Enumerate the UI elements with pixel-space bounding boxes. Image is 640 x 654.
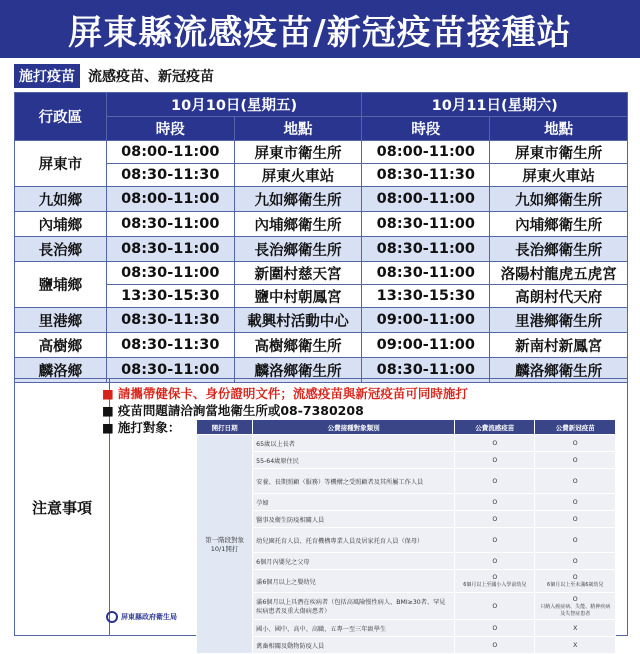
note-item	[102, 384, 468, 402]
note-text: 疫苗問題請洽詢當地衛生所或08-7380208	[117, 403, 364, 418]
agency-logo	[106, 611, 177, 623]
time-header: 時段	[362, 117, 490, 141]
place-cell: 新南村新鳳宮	[490, 333, 628, 358]
elig-category: 滿6個月以上之嬰幼兒	[253, 570, 455, 593]
elig-mark: O	[492, 574, 498, 581]
elig-flu: O	[455, 620, 535, 637]
time-cell: 08:00-11:00	[106, 187, 234, 212]
time-cell: 08:00-11:00	[106, 141, 234, 164]
vaccine-info	[14, 64, 214, 88]
place-cell: 高朗村代天府	[490, 285, 628, 308]
elig-category: 滿6個月以上具潛在疾病者（包括高風險慢性病人、BMI≥30者、罕見疾病患者及重大傷病患者）	[253, 593, 455, 620]
elig-covid: O	[535, 452, 616, 469]
time-cell: 08:30-11:30	[362, 164, 490, 187]
table-row	[15, 285, 628, 308]
place-cell: 九如鄉衛生所	[234, 187, 362, 212]
table-row	[15, 187, 628, 212]
place-cell: 九如鄉衛生所	[490, 187, 628, 212]
table-row	[15, 308, 628, 333]
place-cell: 里港鄉衛生所	[490, 308, 628, 333]
time-cell: 13:30-15:30	[106, 285, 234, 308]
time-header: 時段	[106, 117, 234, 141]
place-cell: 屏東市衛生所	[490, 141, 628, 164]
district-cell: 里港鄉	[15, 308, 107, 333]
bullet-icon: ■	[102, 420, 114, 435]
note-text: 請攜帶健保卡、身份證明文件；流感疫苗與新冠疫苗可同時施打	[117, 386, 468, 401]
district-cell: 長治鄉	[15, 237, 107, 262]
time-cell: 08:30-11:00	[106, 358, 234, 383]
elig-flu: O	[455, 637, 535, 654]
elig-flu: O	[455, 452, 535, 469]
notes-label: 注意事項	[15, 379, 110, 635]
elig-note: 6個月以上至未滿6歲幼兒	[547, 582, 604, 588]
table-row	[15, 164, 628, 187]
time-cell: 08:30-11:30	[106, 333, 234, 358]
table-row	[15, 237, 628, 262]
table-row	[15, 333, 628, 358]
time-cell: 08:30-11:00	[362, 237, 490, 262]
page-title: 屏東縣流感疫苗/新冠疫苗接種站	[0, 0, 640, 58]
schedule-table	[14, 92, 628, 383]
elig-covid: O	[535, 553, 616, 570]
elig-flu: O	[455, 511, 535, 528]
district-cell: 內埔鄉	[15, 212, 107, 237]
time-cell: 08:30-11:00	[362, 262, 490, 285]
elig-note: 6個月以上至國小入學前幼兒	[463, 582, 527, 588]
time-cell: 13:30-15:30	[362, 285, 490, 308]
health-bureau-logo-icon	[106, 611, 118, 623]
table-row	[15, 262, 628, 285]
place-header: 地點	[234, 117, 362, 141]
day1-header: 10月10日(星期五)	[106, 93, 362, 117]
place-cell: 內埔鄉衛生所	[234, 212, 362, 237]
elig-flu: O	[455, 528, 535, 553]
elig-header: 公費新冠疫苗	[535, 420, 616, 435]
district-cell: 高樹鄉	[15, 333, 107, 358]
place-cell: 洛陽村龍虎五虎宮	[490, 262, 628, 285]
elig-mark: O	[572, 595, 578, 603]
place-cell: 高樹鄉衛生所	[234, 333, 362, 358]
elig-category: 國小、國中、高中、高職、五專一至三年級學生	[253, 620, 455, 637]
elig-note: 只納入癌症病、失能、精神疾病及失智症患者	[540, 603, 611, 617]
time-cell: 08:00-11:00	[362, 141, 490, 164]
time-cell: 09:00-11:00	[362, 333, 490, 358]
time-cell: 08:30-11:00	[106, 262, 234, 285]
elig-flu	[455, 570, 535, 593]
elig-flu: O	[455, 593, 535, 620]
time-cell: 08:30-11:00	[106, 237, 234, 262]
elig-category: 65歲以上長者	[253, 435, 455, 452]
place-header: 地點	[490, 117, 628, 141]
time-cell: 08:00-11:00	[362, 187, 490, 212]
elig-category: 6個月內嬰兒之父母	[253, 553, 455, 570]
day2-header: 10月11日(星期六)	[362, 93, 628, 117]
elig-covid: O	[535, 511, 616, 528]
place-cell: 載興村活動中心	[234, 308, 362, 333]
place-cell: 麟洛鄉衛生所	[490, 358, 628, 383]
time-cell: 08:30-11:00	[106, 212, 234, 237]
time-cell: 08:30-11:00	[362, 358, 490, 383]
elig-category: 幼兒園托育人員、托育機構專業人員及居家托育人員（保母）	[253, 528, 455, 553]
elig-covid: O	[535, 469, 616, 494]
place-cell: 麟洛鄉衛生所	[234, 358, 362, 383]
elig-covid: O	[535, 494, 616, 511]
vaccine-tag: 施打疫苗	[14, 64, 80, 88]
elig-header: 公費接種對象類別	[253, 420, 455, 435]
table-row	[15, 212, 628, 237]
place-cell: 長治鄉衛生所	[234, 237, 362, 262]
place-cell: 長治鄉衛生所	[490, 237, 628, 262]
bullet-icon: ■	[102, 403, 114, 418]
district-cell: 麟洛鄉	[15, 358, 107, 383]
elig-covid	[535, 593, 616, 620]
elig-category: 孕婦	[253, 494, 455, 511]
elig-flu: O	[455, 494, 535, 511]
district-header: 行政區	[15, 93, 107, 141]
note-item	[102, 401, 364, 419]
place-cell: 屏東火車站	[234, 164, 362, 187]
elig-category: 禽畜相關及動物防疫人員	[253, 637, 455, 654]
bullet-icon: ■	[102, 386, 114, 401]
elig-header: 公費流感疫苗	[455, 420, 535, 435]
elig-category: 安養、長期照顧（服務）等機構之受照顧者及其所屬工作人員	[253, 469, 455, 494]
table-row	[15, 141, 628, 164]
note-text: 施打對象：	[117, 420, 181, 435]
district-cell: 鹽埔鄉	[15, 262, 107, 308]
elig-category: 55-64歲原住民	[253, 452, 455, 469]
agency-name: 屏東縣政府衛生局	[121, 613, 177, 621]
time-cell: 09:00-11:00	[362, 308, 490, 333]
elig-header: 開打日期	[197, 420, 253, 435]
place-cell: 鹽中村朝鳳宮	[234, 285, 362, 308]
elig-flu: O	[455, 435, 535, 452]
place-cell: 內埔鄉衛生所	[490, 212, 628, 237]
elig-flu: O	[455, 469, 535, 494]
time-cell: 08:30-11:00	[362, 212, 490, 237]
elig-category: 醫事及衛生防疫相關人員	[253, 511, 455, 528]
elig-covid: X	[535, 620, 616, 637]
elig-covid	[535, 570, 616, 593]
time-cell: 08:30-11:30	[106, 308, 234, 333]
place-cell: 新圍村慈天宮	[234, 262, 362, 285]
elig-flu: O	[455, 553, 535, 570]
vaccine-list: 流感疫苗、新冠疫苗	[88, 69, 214, 85]
note-item	[102, 418, 180, 436]
place-cell: 屏東火車站	[490, 164, 628, 187]
district-cell: 九如鄉	[15, 187, 107, 212]
eligibility-table	[196, 419, 616, 654]
elig-mark: O	[572, 574, 578, 581]
elig-covid: X	[535, 637, 616, 654]
time-cell: 08:30-11:30	[106, 164, 234, 187]
elig-covid: O	[535, 528, 616, 553]
place-cell: 屏東市衛生所	[234, 141, 362, 164]
district-cell: 屏東市	[15, 141, 107, 187]
phase-cell: 第一階段對象 10/1開打	[197, 435, 253, 654]
elig-covid: O	[535, 435, 616, 452]
